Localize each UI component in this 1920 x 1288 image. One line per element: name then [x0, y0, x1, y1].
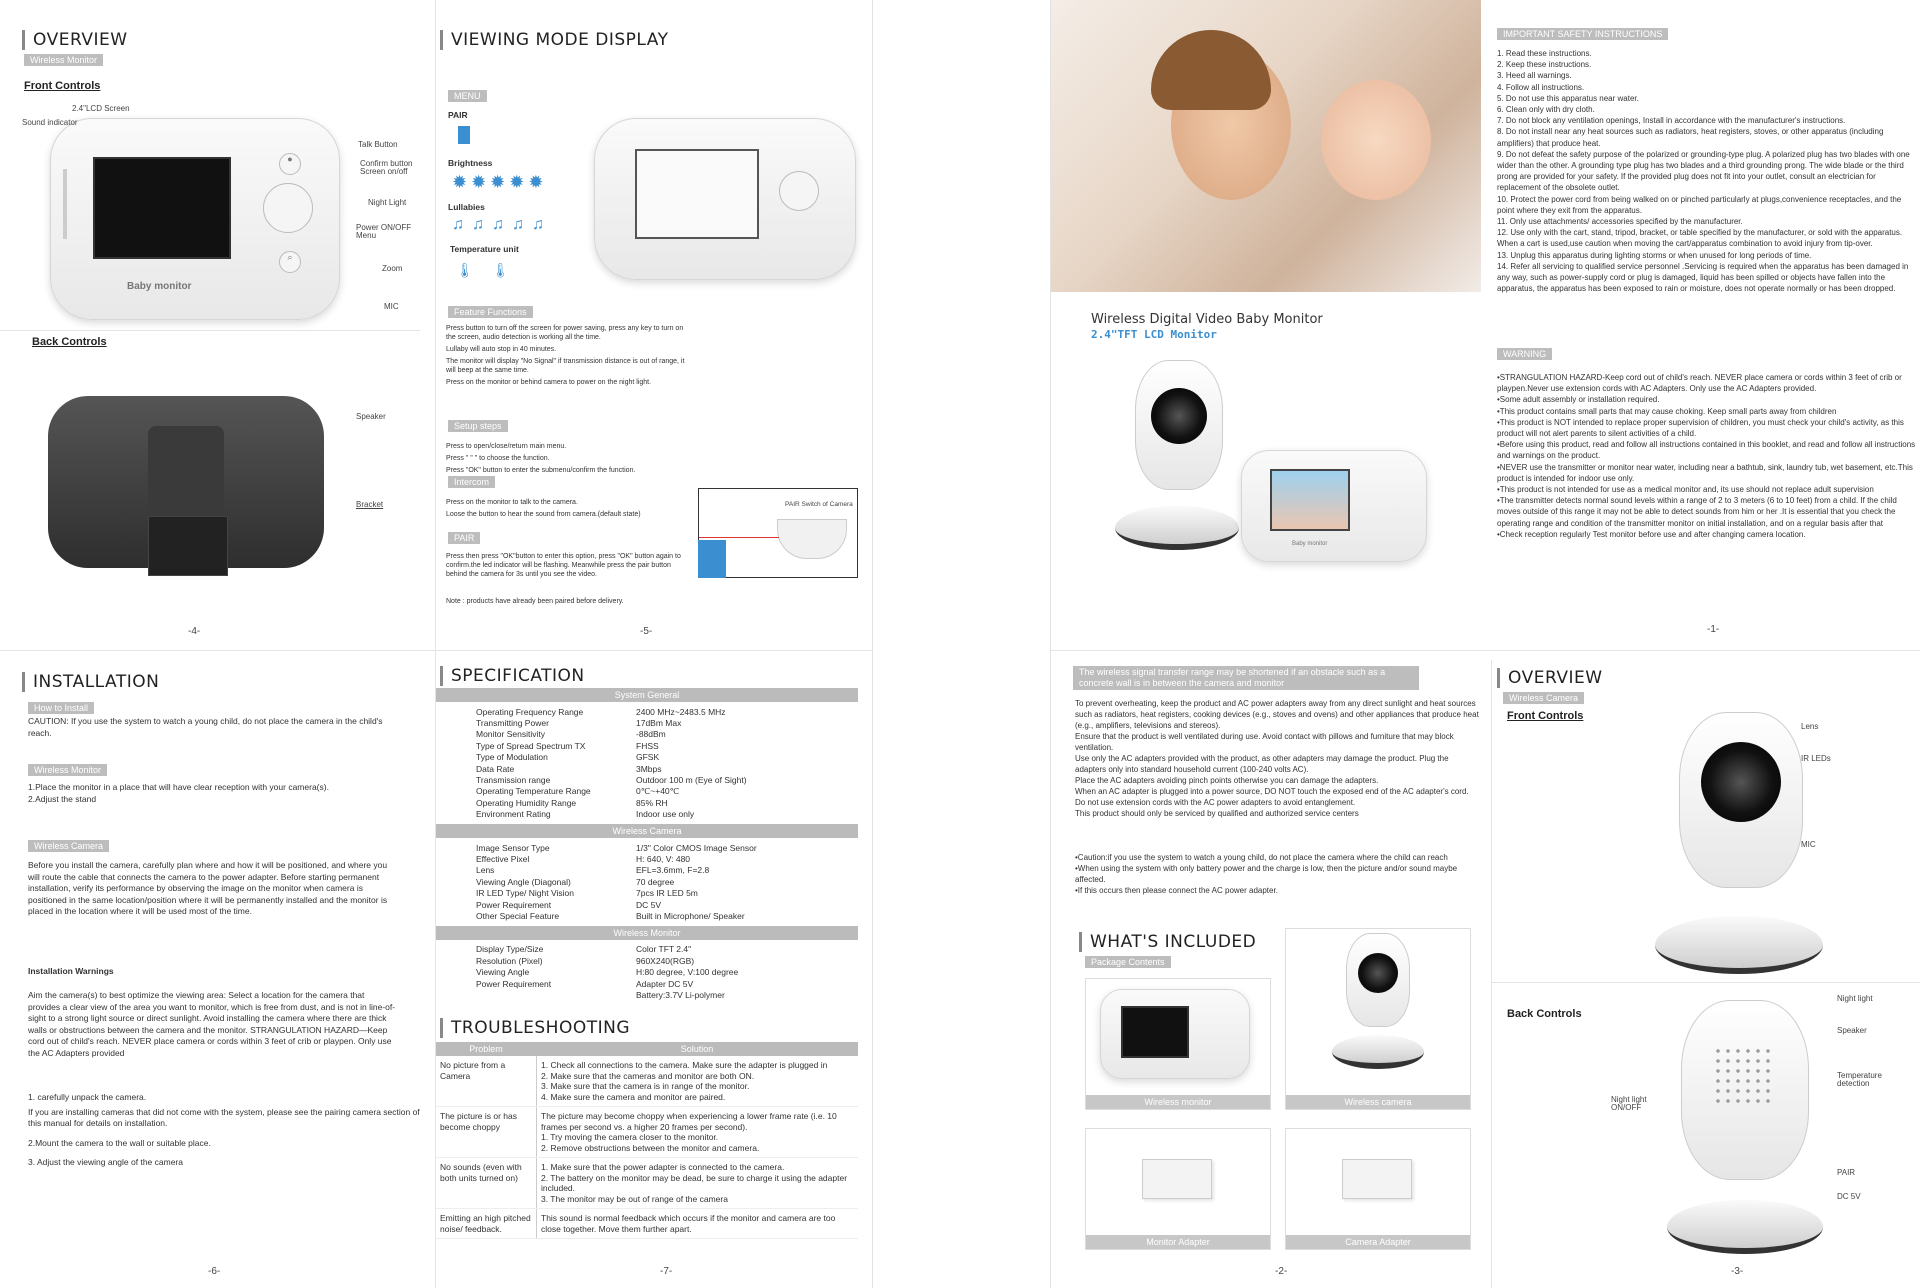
page-number: -4-: [188, 626, 201, 637]
temp-icons: 🌡🌡: [456, 262, 528, 278]
safety-list: [1497, 48, 1917, 294]
pair-switch-label: PAIR Switch of Camera: [785, 501, 853, 508]
caution-list: [1075, 852, 1481, 896]
section-tag: How to Install: [28, 702, 94, 714]
spec-row: [436, 876, 858, 887]
item-screen: [1121, 1006, 1189, 1058]
nav-pad: [779, 171, 819, 211]
spec-row: [436, 842, 858, 853]
spec-key: Transmission range: [476, 774, 551, 785]
feature-text: Press button to turn off the screen for power saving, press any key to turn on the screen, audio detection is working all the time. Lullaby will auto stop in 40 minutes. The monitor will display "No Signal" if transmission distance is out of range, it will beep at the same time. Press on the monitor or behind camera to power on the night light.: [446, 325, 685, 386]
warn-text: Aim the camera(s) to best optimize the viewing area: Select a location for the camera that provides a clear view of the area you want to monitor, which is free from dust, and is not in line-of-sight to a strong light source or direct sunlight. Avoid installing the camera where there are thick walls or obstructions between the camera and the monitor. STRANGULATION HAZARD—Keep cord out of child's reach. NEVER place camera or cords within 3 feet of crib or playpen. Only use the AC Adapters provided: [28, 990, 396, 1058]
divider: [0, 330, 420, 331]
baby-face: [1321, 80, 1431, 200]
camera-lens: [1151, 388, 1207, 444]
spec-key: Power Requirement: [476, 978, 552, 989]
hair: [1151, 30, 1271, 110]
display-screen: [635, 149, 759, 239]
spec-value: Outdoor 100 m (Eye of Sight): [636, 774, 747, 785]
paragraph: When an AC adapter is plugged into a power source, DO NOT touch the exposed end of the AC adapter's cord.: [1075, 787, 1469, 796]
spec-row: [436, 717, 858, 728]
spec-value: 1/3" Color CMOS Image Sensor: [636, 842, 757, 853]
callout-sound: Sound indicator: [22, 118, 78, 127]
bracket: [148, 516, 228, 576]
spec-value: Battery:3.7V Li-polymer: [636, 990, 725, 1001]
spec-row: [436, 865, 858, 876]
safety-item: 11. Only use attachments/ accessories specified by the manufacturer.: [1497, 217, 1743, 227]
spec-key: Other Special Feature: [476, 911, 560, 921]
page-number: -5-: [640, 626, 653, 637]
spec-key: Resolution (Pixel): [476, 955, 543, 966]
paragraph: Place the AC adapters avoiding pinch points otherwise you can damage the adapters.: [1075, 776, 1379, 785]
section-tag: The wireless signal transfer range may be shortened if an obstacle such as a concrete wall is in between the camera and monitor: [1073, 666, 1419, 690]
camera-image: [1107, 360, 1247, 560]
spec-value: 7pcs IR LED 5m: [636, 888, 698, 899]
page-title: SPECIFICATION: [440, 666, 585, 686]
page-number: -3-: [1731, 1266, 1744, 1277]
product-subtitle: 2.4"TFT LCD Monitor: [1091, 328, 1217, 341]
camera-install-text: Before you install the camera, carefully plan where and how it will be positioned, and where you will route the cable that connects the camera to the power adapter. Before starting permanent installation, verify its performance by observing the image on the monitor when camera is positioned in the same location/position where it will be permanently installed and the monitor is placed in the location where it will be used most of the time.: [28, 860, 388, 916]
section-tag: Package Contents: [1085, 956, 1171, 968]
page-number: -6-: [208, 1266, 221, 1277]
callout-dc: DC 5V: [1837, 1192, 1861, 1201]
subheading: Back Controls: [1507, 1008, 1582, 1020]
safety-item: 6. Clean only with dry cloth.: [1497, 105, 1595, 115]
safety-item: 13. Unplug this apparatus during lighting storms or when unused for long periods of time.: [1497, 250, 1812, 260]
spec-value: H: 640, V: 480: [636, 853, 691, 864]
trouble-row: [436, 1209, 858, 1239]
camera-base: [1115, 506, 1239, 550]
safety-item: 9. Do not defeat the safety purpose of the polarized or grounding-type plug. A polarized plug has two blades with one wider than the other. A grounding type plug has two blades and a third grounding prong. The wide blade or the third prong are provided for your safety. If the provided plug does not fit into your outlet, consult an electrician for replacement of the obsolete outlet.: [1497, 149, 1910, 193]
caution-item: •Caution:if you use the system to watch a young child, do not place the camera where the child can reach: [1075, 853, 1448, 862]
section-tag: Wireless Camera: [28, 840, 109, 852]
caution-item: •If this occurs then please connect the AC power adapter.: [1075, 886, 1278, 895]
callout-night-light: Night light: [1837, 994, 1873, 1003]
spec-row: [436, 729, 858, 740]
right-sheet: [1050, 0, 1920, 1288]
spec-key: Monitor Sensitivity: [476, 729, 545, 740]
paragraph: To prevent overheating, keep the product and AC power adapters away from any direct sunlight and heat sources such as radiators, heat registers, cooking devices (e.g., stoves and ovens) and other appliances that produce heat (e.g., amplifiers, televisions and stereos).: [1075, 699, 1479, 730]
warn-title: Installation Warnings: [28, 966, 114, 976]
spec-key: IR LED Type/ Night Vision: [476, 888, 574, 899]
connector-line: [699, 537, 779, 538]
package-item: [1085, 1128, 1271, 1250]
callout-bracket: Bracket: [356, 500, 384, 509]
spec-key: Environment Rating: [476, 809, 551, 820]
divider: [1051, 650, 1920, 651]
spec-key: Display Type/Size: [476, 944, 544, 955]
adapter-icon: [1342, 1159, 1412, 1199]
page-title: OVERVIEW: [1497, 668, 1603, 688]
trouble-table: [436, 1042, 858, 1239]
spec-key: Operating Frequency Range: [476, 706, 584, 717]
spec-row: [436, 786, 858, 797]
talk-button: ●: [279, 153, 301, 175]
package-item: [1285, 928, 1471, 1110]
pair-text: Press then press "OK"button to enter this option, press "OK" button again to confirm.the led indicator will be flashing. Meanwhile press the pair button behind the camera for 3s until you see the video.: [446, 553, 681, 578]
section-title: TROUBLESHOOTING: [440, 1018, 630, 1038]
item-monitor: [1100, 989, 1250, 1079]
monitor-screen-photo: [1270, 469, 1350, 531]
zoom-button: ⌕: [279, 251, 301, 273]
spec-row: [436, 955, 858, 966]
section-title: WHAT'S INCLUDED: [1079, 932, 1256, 952]
callout-confirm: Confirm button Screen on/off: [360, 159, 413, 176]
section-tag: Wireless Monitor: [28, 764, 107, 776]
safety-item: 1. Read these instructions.: [1497, 49, 1592, 58]
safety-item: 5. Do not use this apparatus near water.: [1497, 93, 1639, 103]
spec-key: Type of Spread Spectrum TX: [476, 740, 586, 751]
paragraph: This product should only be serviced by qualified and authorized service centers: [1075, 809, 1359, 818]
overheating-text: [1075, 698, 1481, 819]
safety-item: 10. Protect the power cord from being walked on or pinched particularly at plugs,convenience receptacles, and the point where they exit from the apparatus.: [1497, 194, 1902, 215]
monitor-back-image: [48, 396, 324, 568]
problem-header: Problem: [469, 1044, 503, 1054]
product-title: Wireless Digital Video Baby Monitor: [1091, 312, 1323, 327]
callout-speaker: Speaker: [1837, 1026, 1867, 1035]
menu-temp: Temperature unit: [450, 244, 519, 254]
page-number: -2-: [1275, 1266, 1288, 1277]
speaker-grille: [148, 426, 224, 516]
spec-key: Image Sensor Type: [476, 842, 550, 853]
callout-zoom: Zoom: [382, 264, 403, 273]
brand-label: Baby monitor: [127, 281, 192, 292]
page-title: OVERVIEW: [22, 30, 128, 50]
spec-key: [436, 990, 636, 1001]
spec-value: 85% RH: [636, 797, 668, 808]
subheading: Front Controls: [24, 80, 101, 92]
spec-section-bar: System General: [436, 688, 858, 702]
menu-brightness: Brightness: [448, 158, 493, 168]
trouble-row: [436, 1158, 858, 1209]
spec-system: [436, 706, 858, 820]
section-tag: Feature Functions: [448, 306, 533, 318]
spec-row: [436, 853, 858, 864]
spec-value: Indoor use only: [636, 809, 695, 820]
solution-cell: This sound is normal feedback which occurs if the monitor and camera are too close together. Move them further apart.: [536, 1209, 858, 1238]
spec-value: Built in Microphone/ Speaker: [636, 911, 745, 921]
page-number: -1-: [1707, 624, 1720, 635]
brightness-icons: ✹✹✹✹✹: [452, 172, 548, 192]
page-number: -7-: [660, 1266, 673, 1277]
warning-item: •This product is NOT intended to replace proper supervision of children, you must check your child's activity, as this product will not alert parents to silent activities of a child.: [1497, 417, 1904, 439]
problem-cell: The picture is or has become choppy: [440, 1111, 518, 1132]
safety-item: 2. Keep these instructions.: [1497, 60, 1592, 70]
spec-camera: [436, 842, 858, 922]
solution-cell: 1. Make sure that the power adapter is connected to the camera. 2. The battery on the monitor may be dead, be sure to charge it using the adapter included. 3. The monitor may be out of range of the camera: [536, 1158, 858, 1208]
spec-value: 70 degree: [636, 876, 675, 887]
intercom-text: Press on the monitor to talk to the camera. Loose the button to hear the sound from camera.(default state): [446, 499, 641, 518]
trouble-row: [436, 1107, 858, 1158]
item-caption: Monitor Adapter: [1086, 1235, 1270, 1249]
warning-item: •Before using this product, read and follow all instructions contained in this booklet, and read and follow all instructions and warnings on the product.: [1497, 440, 1916, 461]
warning-item: •NEVER use the transmitter or monitor near water, including near a bathtub, sink, laundry tub, wet basement, etc.This product is intended for indoor use only.: [1497, 462, 1913, 483]
item-caption: Camera Adapter: [1286, 1235, 1470, 1249]
menu-lullabies: Lullabies: [448, 202, 485, 212]
spec-row: [436, 899, 858, 910]
install-steps: 1. carefully unpack the camera. If you are installing cameras that did not come with the system, please see the pairing camera section of this manual for details on installation. 2.Mount the camera to the wall or suitable place. 3. Adjust the viewing angle of the camera: [28, 1092, 420, 1167]
pair-monitor-icon: [698, 540, 726, 578]
spec-value: GFSK: [636, 752, 660, 763]
monitor-image: [1241, 450, 1427, 562]
callout-lens: Lens: [1801, 722, 1819, 731]
spec-row: [436, 774, 858, 785]
safety-item: 14. Refer all servicing to qualified service personnel .Servicing is required when the apparatus has been damaged in any way, such as power-supply cord or plug is damaged, liquid has been spilled or objects have fallen into the apparatus, the apparatus has been exposed to rain or moisture, does not operate normally or has been dropped.: [1497, 261, 1909, 294]
spec-row: [436, 944, 858, 955]
camera-back: [777, 519, 847, 559]
safety-item: 7. Do not block any ventilation openings, Install in accordance with the manufacturer's instructions.: [1497, 116, 1846, 126]
spec-row: [436, 752, 858, 763]
warning-item: •The transmitter detects normal sound levels within a range of 2 to 3 meters (6 to 10 feet) from a child. If the child moves outside of this range it may not be able to detect sounds from him or her .It is essential that you check the operating range and condition of the transmitter monitor on initial installation, and on a regular basis after that: [1497, 496, 1897, 528]
safety-item: 12. Use only with the cart, stand, tripod, bracket, or table specified by the manufacturer, or sold with the apparatus. When a cart is used,use caution when moving the cart/apparatus combination to avoid injury from tip-over.: [1497, 228, 1903, 249]
monitor-display-image: [594, 118, 856, 280]
spec-row: [436, 763, 858, 774]
spec-key: Operating Temperature Range: [476, 786, 591, 797]
callout-night-switch: Night light ON/OFF: [1611, 1095, 1647, 1112]
nav-pad: [263, 183, 313, 233]
camera-base: [1655, 916, 1823, 974]
divider: [0, 650, 873, 651]
spec-key: Transmitting Power: [476, 717, 549, 728]
warning-item: •Check reception regularly Test monitor before use and after changing camera location.: [1497, 529, 1806, 539]
spec-key: Power Requirement: [476, 899, 552, 910]
spec-value: 960X240(RGB): [636, 955, 695, 966]
callout-speaker: Speaker: [356, 412, 386, 421]
callout-talk: Talk Button: [358, 140, 398, 149]
callout-pair: PAIR: [1837, 1168, 1856, 1177]
spec-key: Operating Humidity Range: [476, 797, 577, 808]
spec-row: [436, 809, 858, 820]
spec-row: [436, 990, 858, 1001]
paragraph: Ensure that the product is well ventilated during use. Avoid contact with pillows and furniture that may block ventilation.: [1075, 732, 1454, 752]
callout-lcd: 2.4"LCD Screen: [72, 104, 130, 113]
spec-key: Viewing Angle: [476, 967, 530, 978]
item-camera-base: [1332, 1035, 1424, 1069]
spec-key: Lens: [476, 865, 495, 876]
item-caption: Wireless camera: [1286, 1095, 1470, 1109]
spec-row: [436, 706, 858, 717]
lullaby-icons: ♫♫♫♫♫: [452, 216, 552, 233]
spread-gap: [874, 0, 1050, 1288]
section-tag: Wireless Camera: [1503, 692, 1584, 704]
monitor-front-image: [50, 118, 340, 320]
spec-key: Type of Modulation: [476, 752, 548, 763]
subheading: Back Controls: [32, 336, 107, 348]
safety-item: 4. Follow all instructions.: [1497, 82, 1585, 92]
spec-value: 2400 MHz~2483.5 MHz: [636, 706, 726, 717]
monitor-brand: Baby monitor: [1292, 541, 1328, 547]
safety-item: 3. Heed all warnings.: [1497, 71, 1572, 81]
spec-section-bar: Wireless Camera: [436, 824, 858, 838]
page-title: VIEWING MODE DISPLAY: [440, 30, 669, 50]
section-tag: Intercom: [448, 476, 495, 488]
spec-table: [436, 684, 858, 1001]
camera-back-image: [1667, 1000, 1827, 1256]
divider: [1491, 660, 1492, 1288]
spec-value: Adapter DC 5V: [636, 978, 694, 989]
spec-value: 3Mbps: [636, 763, 662, 774]
problem-cell: No sounds (even with both units turned on): [440, 1162, 522, 1183]
spec-value: DC 5V: [636, 899, 662, 910]
problem-cell: Emitting an high pitched noise/ feedback.: [440, 1213, 531, 1234]
warning-item: •This product contains small parts that may cause choking. Keep small parts away from children: [1497, 406, 1837, 416]
adapter-icon: [1142, 1159, 1212, 1199]
caution-text: CAUTION: If you use the system to watch a young child, do not place the camera in the child's reach.: [28, 716, 383, 738]
paragraph: Use only the AC adapters provided with the product, as other adapters may damage the product. Plug the adapters only into standard household current (100-240 volts AC).: [1075, 754, 1449, 774]
section-tag: Setup steps: [448, 420, 508, 432]
warning-list: [1497, 372, 1917, 540]
item-camera-lens: [1358, 953, 1398, 993]
section-tag: MENU: [448, 90, 487, 102]
page-title: INSTALLATION: [22, 672, 159, 692]
callout-mic: MIC: [1801, 840, 1816, 849]
callout-irled: IR LEDs: [1801, 754, 1831, 763]
callout-temp: Temperature detection: [1837, 1071, 1882, 1088]
spec-row: [436, 888, 858, 899]
problem-cell: No picture from a Camera: [440, 1060, 506, 1081]
camera-base: [1667, 1200, 1823, 1254]
divider: [1491, 982, 1920, 983]
warning-item: •STRANGULATION HAZARD-Keep cord out of child's reach. NEVER place camera or cords within 3 feet of crib or playpen.Never use extension cords with AC Adapters. Only use the AC Adapters provided.: [1497, 373, 1902, 394]
spec-value: -88dBm: [636, 729, 666, 740]
callout-night: Night Light: [368, 198, 407, 207]
note-text: Note : products have already been paired before delivery.: [446, 598, 624, 605]
camera-lens: [1701, 742, 1781, 822]
monitor-steps: 1.Place the monitor in a place that will have clear reception with your camera(s). 2.Adjust the stand: [28, 782, 329, 804]
spec-key: Viewing Angle (Diagonal): [476, 876, 571, 887]
mother-baby-photo: [1051, 0, 1481, 292]
caution-item: •When using the system with only battery power and the charge is low, then the picture and/or sound maybe affected.: [1075, 864, 1458, 884]
section-tag: PAIR: [448, 532, 480, 544]
callout-mic: MIC: [384, 302, 399, 311]
spec-row: [436, 911, 858, 922]
speaker-dots: [1713, 1046, 1773, 1106]
spec-value: H:80 degree, V:100 degree: [636, 967, 739, 978]
safety-item: 8. Do not install near any heat sources such as radiators, heat registers, stoves, or other apparatus (including amplifiers) that produce heat.: [1497, 127, 1884, 148]
spec-key: Effective Pixel: [476, 853, 530, 864]
section-tag: IMPORTANT SAFETY INSTRUCTIONS: [1497, 28, 1668, 40]
solution-header: Solution: [680, 1044, 714, 1054]
left-sheet: [0, 0, 873, 1288]
spec-value: 0℃~+40℃: [636, 786, 680, 797]
spec-value: 17dBm Max: [636, 717, 682, 728]
sound-indicator: [63, 169, 67, 239]
setup-text: Press to open/close/return main menu. Press " " " to choose the function. Press "OK" button to enter the submenu/confirm the function.: [446, 443, 636, 474]
spec-value: FHSS: [636, 740, 659, 751]
package-item: [1085, 978, 1271, 1110]
spec-row: [436, 797, 858, 808]
warning-item: •Some adult assembly or installation required.: [1497, 395, 1660, 405]
paragraph: Do not use extension cords with the AC power adapters to avoid entanglement.: [1075, 798, 1356, 807]
trouble-row: [436, 1056, 858, 1107]
item-caption: Wireless monitor: [1086, 1095, 1270, 1109]
callout-power: Power ON/OFF Menu: [356, 223, 412, 240]
solution-cell: The picture may become choppy when experiencing a lower frame rate (i.e. 10 frames per second vs. a higher 20 frames per second). 1. Try moving the camera closer to the monitor. 2. Remove obstructions between the monitor and camera.: [536, 1107, 858, 1157]
pair-icon: [458, 126, 470, 144]
section-tag: WARNING: [1497, 348, 1552, 360]
spec-row: [436, 967, 858, 978]
spec-value: Color TFT 2.4": [636, 944, 692, 955]
spec-monitor: [436, 944, 858, 1001]
menu-pair: PAIR: [448, 110, 468, 120]
spec-key: Data Rate: [476, 763, 515, 774]
solution-cell: 1. Check all connections to the camera. Make sure the adapter is plugged in 2. Make sure that the cameras and monitor are both ON. 3. Make sure that the camera is in range of the monitor. 4. Make sure the camera and monitor are paired.: [536, 1056, 858, 1106]
spec-section-bar: Wireless Monitor: [436, 926, 858, 940]
section-tag: Wireless Monitor: [24, 54, 103, 66]
spec-value: EFL=3.6mm, F=2.8: [636, 865, 710, 876]
lcd-screen: [93, 157, 231, 259]
warning-item: •This product is not intended for use as a medical monitor and, its use should not replace adult supervision: [1497, 485, 1874, 495]
subheading: Front Controls: [1507, 710, 1584, 722]
spec-row: [436, 740, 858, 751]
spec-row: [436, 978, 858, 989]
package-item: [1285, 1128, 1471, 1250]
